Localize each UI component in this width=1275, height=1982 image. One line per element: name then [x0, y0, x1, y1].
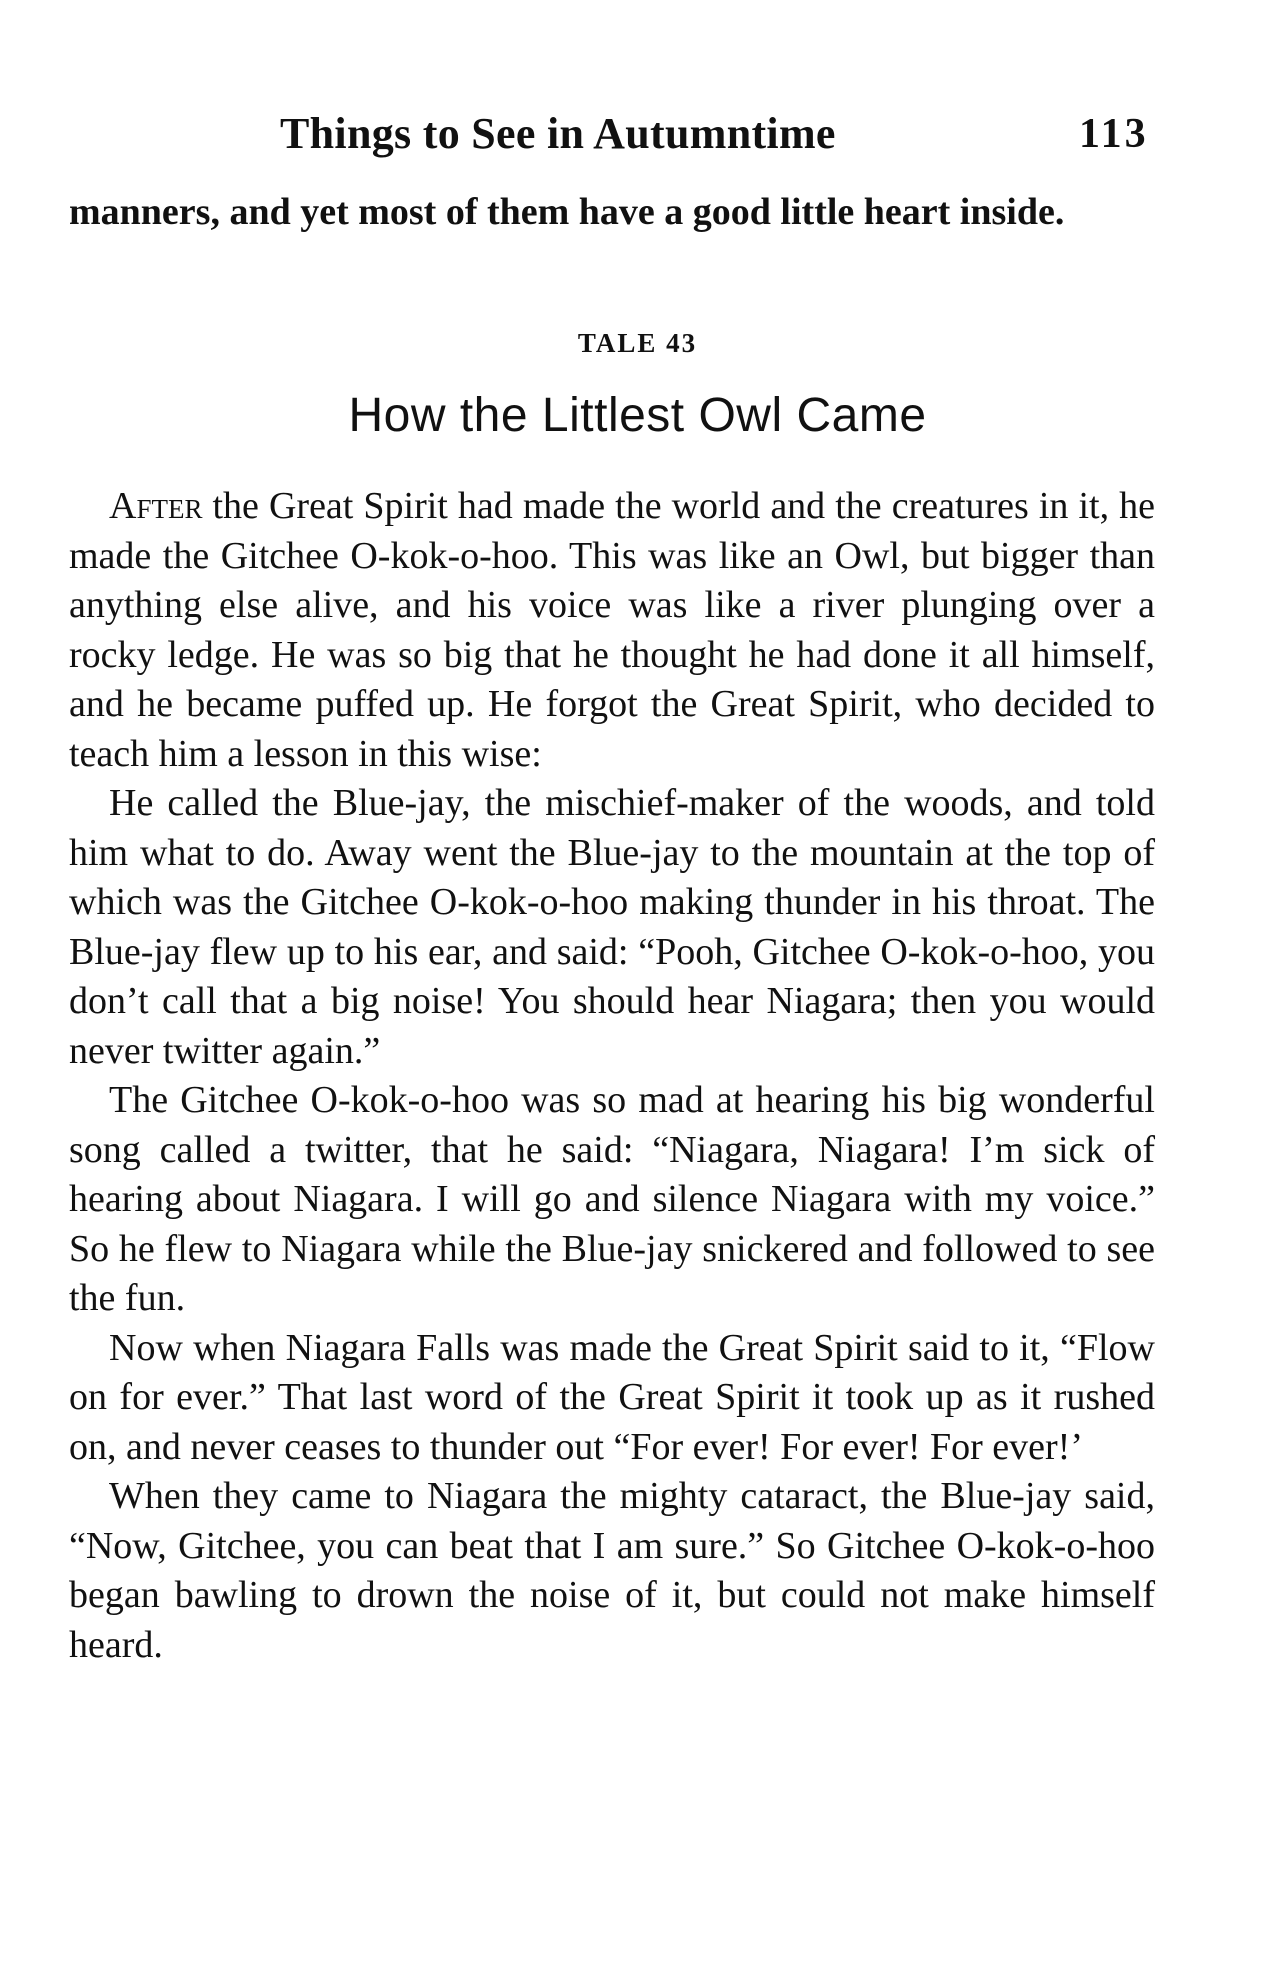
- page-number: 113: [1079, 111, 1149, 157]
- running-head: [0, 108, 1275, 168]
- paragraph-3: The Gitchee O-kok-o-hoo was so mad at hearing his big wonderful song called a twitter, that he said: “Niagara, Niagara! I’m sick of hearing about Niagara. I will go and silence Niagara with my voice.” So he flew to Niagara while the Blue-jay snickered and followed to see the fun.: [69, 1079, 1155, 1319]
- paragraph-5: When they came to Niagara the mighty cataract, the Blue-jay said, “Now, Gitchee, you can beat that I am sure.” So Gitchee O-kok-o-hoo began bawling to drown the noise of it, but could not make himself heard.: [69, 1475, 1155, 1666]
- paragraph-1: [69, 482, 1155, 779]
- paragraph-lead-word: After: [109, 485, 203, 527]
- paragraph-2: He called the Blue-jay, the mischief-maker of the woods, and told him what to do. Away went the Blue-jay to the mountain at the top of which was the Gitchee O-kok-o-hoo making thunder in his throat. The Blue-jay flew up to his ear, and said: “Pooh, Gitchee O-kok-o-hoo, you don’t call that a big noise! You should hear Niagara; then you would never twitter again.”: [69, 782, 1155, 1072]
- running-title: Things to See in Autumntime: [280, 109, 836, 158]
- tale-title: How the Littlest Owl Came: [348, 389, 927, 442]
- paragraph-1-text: the Great Spirit had made the world and the creatures in it, he made the Gitchee O-kok-o-hoo. This was like an Owl, but bigger than anything else alive, and his voice was like a river plunging over a rocky ledge. He was so big that he thought he had done it all himself, and he became puffed up. He forgot the Great Spirit, who decided to teach him a lesson in this wise:: [69, 485, 1155, 775]
- continuation-paragraph: manners, and yet most of them have a good little heart inside.: [69, 191, 1065, 233]
- tale-body: [69, 482, 1155, 1670]
- tale-label: TALE 43: [577, 328, 698, 358]
- paragraph-4: Now when Niagara Falls was made the Great Spirit said to it, “Flow on for ever.” That last word of the Great Spirit it took up as it rushed on, and never ceases to thunder out “For ever! For ever! For ever!’: [69, 1326, 1155, 1468]
